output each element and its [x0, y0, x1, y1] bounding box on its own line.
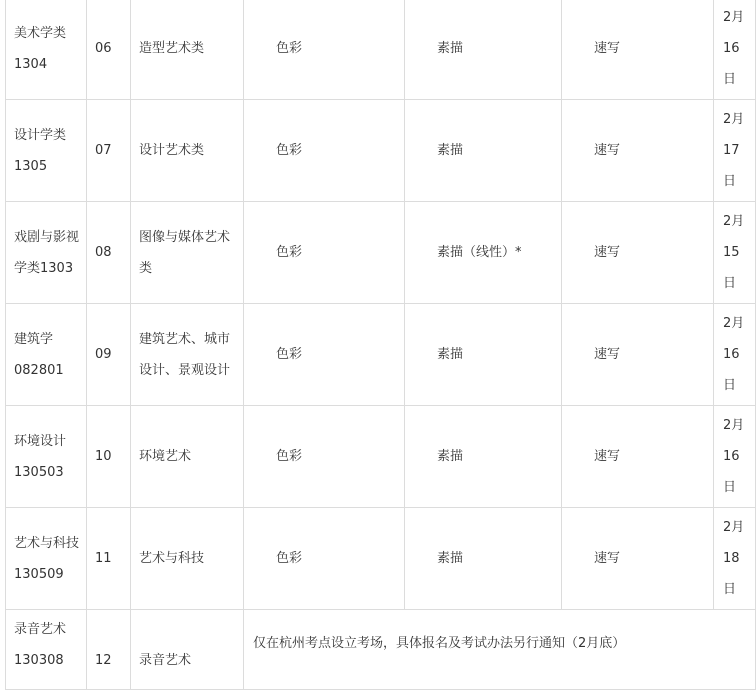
table-row-07: [6, 100, 756, 202]
major-cell: [6, 508, 87, 610]
date-line: 2月: [723, 418, 745, 433]
major-name: 环境设计: [14, 433, 67, 449]
category-text: 录音艺术: [139, 653, 192, 668]
subject-color-cell: 色彩: [244, 100, 405, 202]
major-name: 艺术与科技: [14, 535, 80, 551]
subject-sketch-cell: 素描: [405, 406, 562, 508]
date-line: 2月: [723, 214, 745, 229]
category-cell: [131, 508, 244, 610]
category-line: 设计艺术类: [139, 143, 205, 158]
date-line: 2月: [723, 112, 745, 127]
table-row-09: [6, 304, 756, 406]
date-cell: [714, 100, 756, 202]
category-line: 环境艺术: [139, 449, 192, 464]
date-line: 日: [723, 174, 737, 189]
major-name: 美术学类: [14, 25, 67, 41]
subject-color-cell: 色彩: [244, 508, 405, 610]
subject-quick-sketch-cell: 速写: [562, 202, 714, 304]
date-line: 日: [723, 480, 737, 495]
note-cell: 仅在杭州考点设立考场，具体报名及考试办法另行通知（2月底）: [244, 610, 756, 690]
code-cell: 06: [87, 0, 131, 100]
date-cell: [714, 304, 756, 406]
date-line: 16: [723, 347, 740, 362]
date-line: 日: [723, 72, 737, 87]
code-cell: [87, 610, 131, 690]
code-text: 12: [95, 653, 112, 668]
category-line: 图像与媒体艺术: [139, 229, 231, 245]
subject-color-cell: 色彩: [244, 202, 405, 304]
subject-quick-sketch-cell: 速写: [562, 406, 714, 508]
category-line: 设计、景观设计: [139, 362, 231, 378]
category-line: 艺术与科技: [139, 551, 205, 566]
date-line: 日: [723, 582, 737, 597]
category-line: 类: [139, 260, 153, 276]
subject-quick-sketch-cell: 速写: [562, 0, 714, 100]
code-cell: 08: [87, 202, 131, 304]
date-line: 18: [723, 551, 740, 566]
table-row-11: [6, 508, 756, 610]
category-line: 建筑艺术、城市: [139, 331, 231, 347]
major-code: 130509: [14, 566, 64, 582]
category-cell: [131, 610, 244, 690]
major-code: 130503: [14, 464, 64, 480]
subject-color-cell: 色彩: [244, 304, 405, 406]
date-cell: [714, 406, 756, 508]
major-name: 戏剧与影视: [14, 229, 80, 245]
major-code: 082801: [14, 362, 64, 378]
category-cell: [131, 304, 244, 406]
subject-sketch-cell: 素描: [405, 100, 562, 202]
code-cell: 11: [87, 508, 131, 610]
code-cell: 09: [87, 304, 131, 406]
subject-color-cell: 色彩: [244, 406, 405, 508]
major-cell: [6, 304, 87, 406]
date-line: 15: [723, 245, 740, 260]
major-code: 1305: [14, 158, 48, 174]
major-cell: [6, 100, 87, 202]
subject-sketch-cell: 素描: [405, 508, 562, 610]
category-cell: [131, 202, 244, 304]
date-line: 日: [723, 276, 737, 291]
code-cell: 07: [87, 100, 131, 202]
category-cell: [131, 100, 244, 202]
date-line: 16: [723, 449, 740, 464]
major-name: 建筑学: [14, 331, 54, 347]
subject-quick-sketch-cell: 速写: [562, 100, 714, 202]
subject-quick-sketch-cell: 速写: [562, 304, 714, 406]
date-cell: [714, 0, 756, 100]
table-body: [6, 0, 756, 690]
major-name: 设计学类: [14, 127, 67, 143]
exam-schedule-table: [5, 0, 756, 690]
category-line: 造型艺术类: [139, 41, 205, 56]
date-line: 2月: [723, 10, 745, 25]
date-line: 日: [723, 378, 737, 393]
date-line: 2月: [723, 520, 745, 535]
table-row-10: [6, 406, 756, 508]
major-cell: [6, 202, 87, 304]
subject-sketch-cell: 素描: [405, 304, 562, 406]
subject-sketch-cell: 素描: [405, 0, 562, 100]
date-line: 16: [723, 41, 740, 56]
table-row-recording-art: [6, 610, 756, 690]
major-cell: [6, 406, 87, 508]
date-line: 2月: [723, 316, 745, 331]
subject-quick-sketch-cell: 速写: [562, 508, 714, 610]
date-line: 17: [723, 143, 740, 158]
major-name: 录音艺术: [14, 622, 67, 637]
major-code: 学类1303: [14, 260, 74, 276]
category-cell: [131, 406, 244, 508]
subject-sketch-cell: 素描（线性）*: [405, 202, 562, 304]
major-cell: [6, 610, 87, 690]
major-cell: [6, 0, 87, 100]
major-code: 130308: [14, 653, 64, 668]
subject-color-cell: 色彩: [244, 0, 405, 100]
date-cell: [714, 202, 756, 304]
major-code: 1304: [14, 56, 48, 72]
table-row-08: [6, 202, 756, 304]
code-cell: 10: [87, 406, 131, 508]
table-row-06: [6, 0, 756, 100]
date-cell: [714, 508, 756, 610]
category-cell: [131, 0, 244, 100]
